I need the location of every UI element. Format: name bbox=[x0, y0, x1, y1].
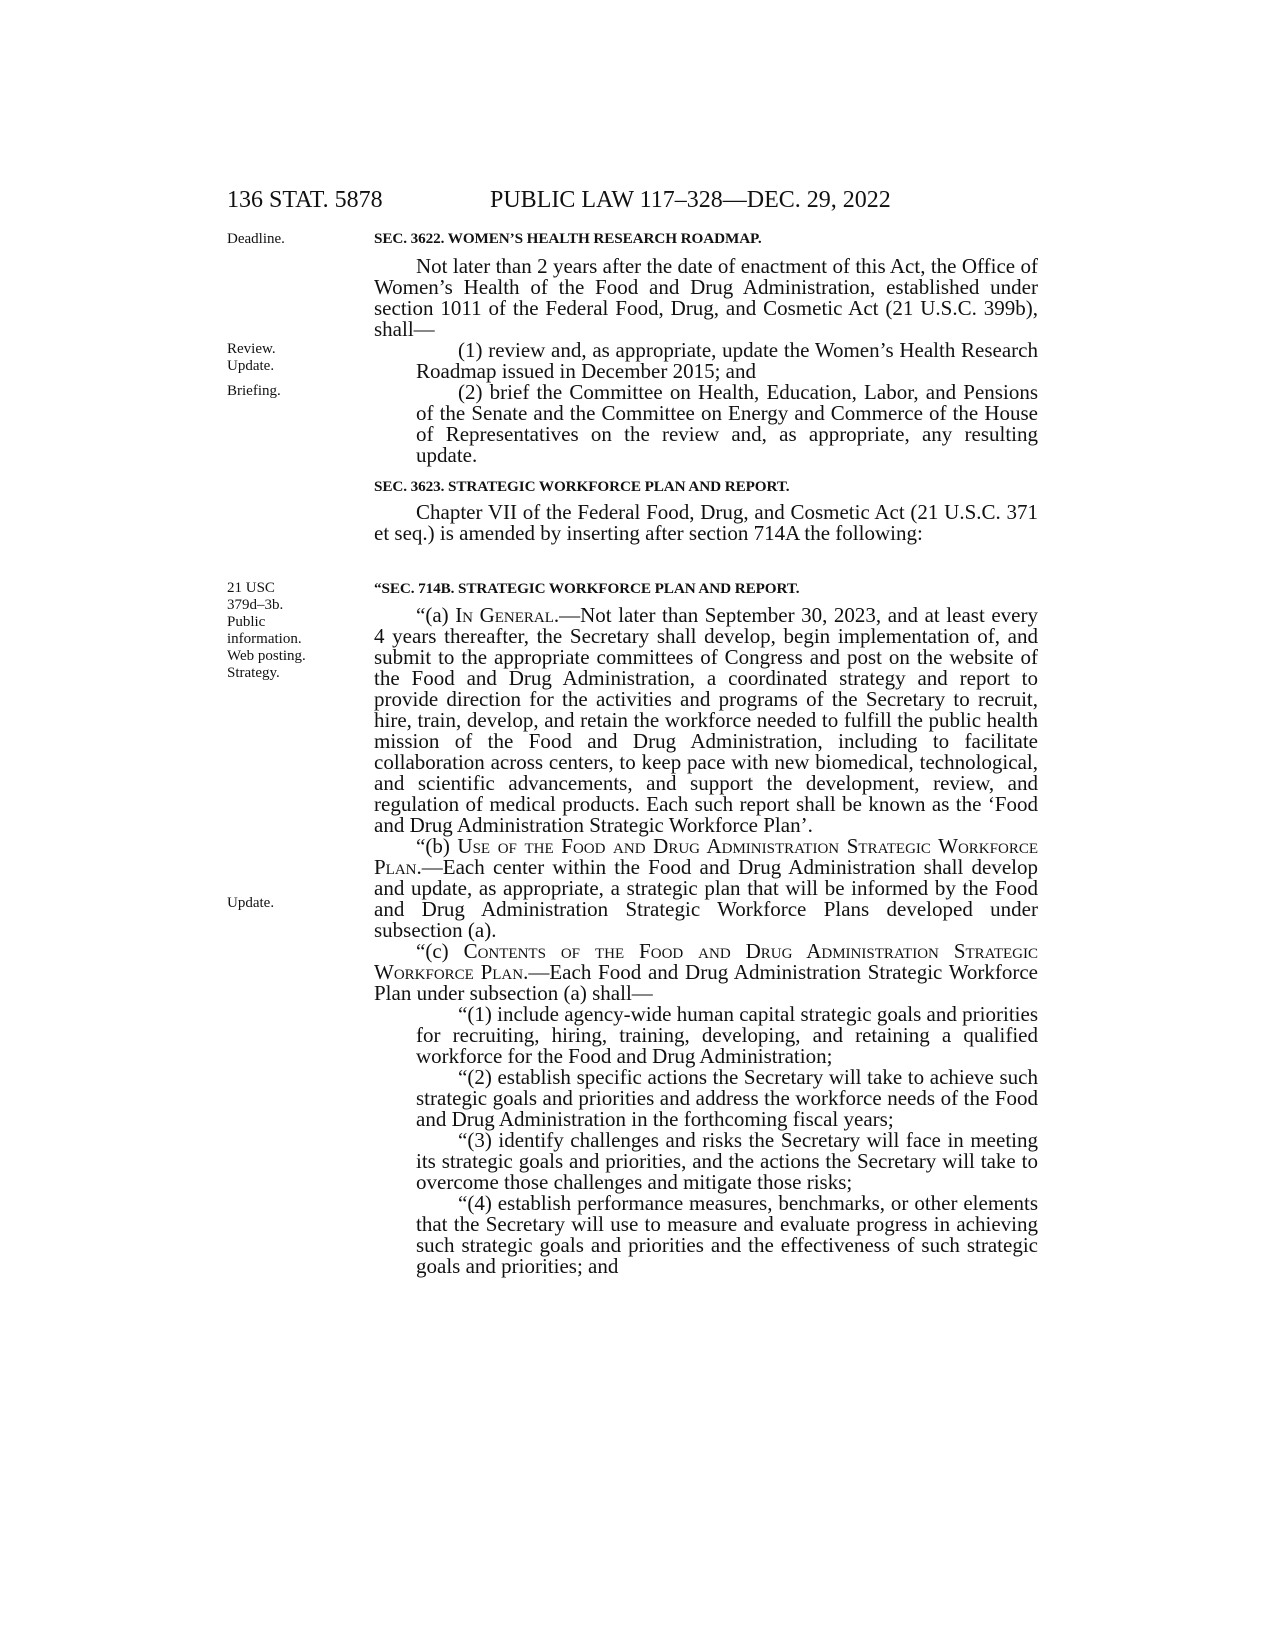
margin-note-usc-cite bbox=[227, 580, 347, 682]
margin-note-review: Review. bbox=[227, 341, 276, 357]
subsection-a-prefix: “(a) bbox=[416, 603, 456, 627]
margin-note-update-2: Update. bbox=[227, 895, 275, 911]
margin-note-line: information. bbox=[227, 631, 302, 647]
margin-note-briefing: Briefing. bbox=[227, 383, 281, 399]
subsection-a-text: .—Not later than September 30, 2023, and at least every 4 years thereafter, the Secretary shall develop, begin implementation of, and submit to the appropriate committees of Congress and post on the website of the Food and Drug Administration, a coordinated strategy and report to provide direction for the activities and programs of the Secretary to recruit, hire, train, develop, and retain the workforce needed to fulfill the public health mission of the Food and Drug Administration, including to facilitate collaboration across centers, to keep pace with new biomedical, technological, and scientific advancements, and support the development, review, and regulation of medical products. Each such report shall be known as the ‘Food and Drug Administration Strategic Workforce Plan’. bbox=[374, 603, 1038, 837]
section-3622-body bbox=[374, 256, 1038, 466]
paragraph-c-2: “(2) establish specific actions the Secretary will take to achieve such strategic goals and priorities and address the workforce needs of the Food and Drug Administration in the forthcoming fiscal years; bbox=[416, 1065, 1038, 1131]
section-3622-intro: Not later than 2 years after the date of enactment of this Act, the Office of Women’s Health of the Food and Drug Administration, established under section 1011 of the Federal Food, Drug, and Cosmetic Act (21 U.S.C. 399b), shall— bbox=[374, 254, 1038, 341]
subsection-b-prefix: “(b) bbox=[416, 834, 458, 858]
subsection-a bbox=[374, 605, 1038, 836]
subsection-c-prefix: “(c) bbox=[416, 939, 464, 963]
subsection-b-title: Use of the Food and Drug Administration Strategic Workforce Plan bbox=[374, 834, 1038, 879]
page-stat-citation: 136 STAT. 5878 bbox=[227, 187, 383, 213]
margin-note-line: 379d–3b. bbox=[227, 597, 284, 613]
paragraph-c-4: “(4) establish performance measures, benchmarks, or other elements that the Secretary will use to measure and evaluate progress in achieving such strategic goals and priorities and the effectiveness of such strategic goals and priorities; and bbox=[416, 1191, 1038, 1278]
subsection-c-text: .—Each Food and Drug Administration Strategic Workforce Plan under subsection (a) shall— bbox=[374, 960, 1038, 1005]
paragraph-c-1: “(1) include agency-wide human capital strategic goals and priorities for recruiting, hiring, training, developing, and retaining a qualified workforce for the Food and Drug Administration; bbox=[416, 1002, 1038, 1068]
margin-note-update: Update. bbox=[227, 358, 275, 374]
subsection-c bbox=[374, 941, 1038, 1004]
section-714b-heading: “SEC. 714B. STRATEGIC WORKFORCE PLAN AND REPORT. bbox=[374, 580, 800, 597]
section-3622-item-2: (2) brief the Committee on Health, Education, Labor, and Pensions of the Senate and the Committee on Energy and Commerce of the House of Representatives on the review and, as appropriate, any resulting update. bbox=[416, 380, 1038, 467]
margin-note-line: Strategy. bbox=[227, 665, 280, 681]
subsection-b bbox=[374, 836, 1038, 941]
page-law-title: PUBLIC LAW 117–328—DEC. 29, 2022 bbox=[490, 187, 891, 213]
margin-note-line: Public bbox=[227, 614, 266, 630]
section-3623-heading: SEC. 3623. STRATEGIC WORKFORCE PLAN AND REPORT. bbox=[374, 478, 790, 495]
section-3623-body bbox=[374, 502, 1038, 544]
section-714b-body bbox=[374, 605, 1038, 1277]
paragraph-c-3: “(3) identify challenges and risks the Secretary will face in meeting its strategic goals and priorities, and the actions the Secretary will take to overcome those challenges and mitigate those risks; bbox=[416, 1128, 1038, 1194]
section-3623-intro: Chapter VII of the Federal Food, Drug, and Cosmetic Act (21 U.S.C. 371 et seq.) is amended by inserting after section 714A the following: bbox=[374, 500, 1038, 545]
subsection-b-text: .—Each center within the Food and Drug Administration shall develop and update, as appropriate, a strategic plan that will be informed by the Food and Drug Administration Strategic Workforce Plans developed under subsection (a). bbox=[374, 855, 1038, 942]
section-3622-item-1: (1) review and, as appropriate, update the Women’s Health Research Roadmap issued in December 2015; and bbox=[416, 338, 1038, 383]
margin-note-deadline: Deadline. bbox=[227, 231, 285, 247]
margin-note-line: Web posting. bbox=[227, 648, 306, 664]
subsection-c-title: Contents of the Food and Drug Administration Strategic Workforce Plan bbox=[374, 939, 1038, 984]
section-3622-heading: SEC. 3622. WOMEN’S HEALTH RESEARCH ROADMAP. bbox=[374, 230, 762, 247]
margin-note-line: 21 USC bbox=[227, 580, 275, 596]
subsection-a-title: In General bbox=[455, 603, 554, 627]
